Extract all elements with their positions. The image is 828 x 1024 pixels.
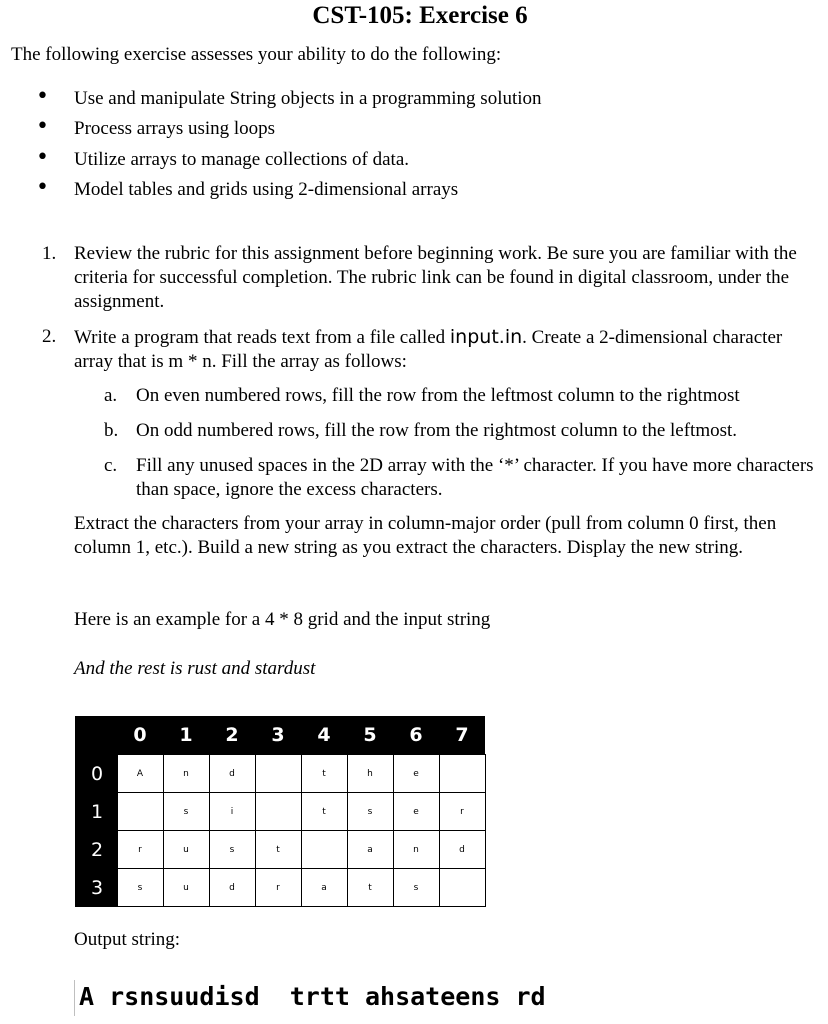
grid-cell: e <box>393 793 439 831</box>
page-title: CST-105: Exercise 6 <box>312 2 528 29</box>
example-input: And the rest is rust and stardust <box>74 658 316 679</box>
table-row <box>75 869 485 907</box>
bullet-icon: • <box>36 84 49 109</box>
grid-cell: A <box>117 755 163 793</box>
output-string: A rsnsuudisd trtt ahsateens rd <box>74 980 779 1016</box>
filename: input.in <box>449 326 523 348</box>
grid-cell <box>301 831 347 869</box>
grid-cell: u <box>163 869 209 907</box>
grid-cell: d <box>439 831 485 869</box>
grid-cell: h <box>347 755 393 793</box>
table-row <box>75 793 485 831</box>
grid-cell: n <box>163 755 209 793</box>
column-header: 0 <box>117 716 163 755</box>
grid-cell <box>117 793 163 831</box>
grid-cell: n <box>393 831 439 869</box>
list-item: • Use and manipulate String objects in a programming solution <box>36 84 542 109</box>
grid-cell: i <box>209 793 255 831</box>
column-header: 6 <box>393 716 439 755</box>
grid-cell: s <box>117 869 163 907</box>
grid-cell: a <box>301 869 347 907</box>
table-row <box>75 755 485 793</box>
grid-cell: t <box>255 831 301 869</box>
column-header: 2 <box>209 716 255 755</box>
extract-instructions: Extract the characters from your array in column-major order (pull from column 0 first, then column 1, etc.). Build a new string as you extract the characters. Display the new string. <box>74 513 777 558</box>
grid-cell: d <box>209 869 255 907</box>
row-header: 2 <box>75 831 117 869</box>
bullet-icon: • <box>36 145 49 170</box>
column-header: 3 <box>255 716 301 755</box>
grid-cell: s <box>347 793 393 831</box>
bullet-icon: • <box>36 175 49 200</box>
table-row <box>75 831 485 869</box>
list-item: • Utilize arrays to manage collections of data. <box>36 145 410 170</box>
column-header: 4 <box>301 716 347 755</box>
column-header: 1 <box>163 716 209 755</box>
grid-cell <box>439 869 485 907</box>
example-intro: Here is an example for a 4 * 8 grid and the input string <box>74 609 491 630</box>
grid-cell: r <box>117 831 163 869</box>
grid-cell: t <box>301 755 347 793</box>
grid-cell: r <box>255 869 301 907</box>
list-item: • Process arrays using loops <box>36 114 276 139</box>
grid-header-row <box>75 716 485 755</box>
column-header: 7 <box>439 716 485 755</box>
grid-cell <box>255 755 301 793</box>
intro-text: The following exercise assesses your ability to do the following: <box>11 44 502 65</box>
row-header: 3 <box>75 869 117 907</box>
grid-cell: s <box>209 831 255 869</box>
row-header: 0 <box>75 755 117 793</box>
row-header: 1 <box>75 793 117 831</box>
output-label: Output string: <box>74 929 181 950</box>
grid-cell: e <box>393 755 439 793</box>
grid-cell <box>439 755 485 793</box>
grid-cell: t <box>301 793 347 831</box>
grid-corner <box>75 716 117 755</box>
grid-cell: a <box>347 831 393 869</box>
grid-cell: s <box>163 793 209 831</box>
list-item: • Model tables and grids using 2-dimensional arrays <box>36 175 459 200</box>
grid-cell <box>255 793 301 831</box>
grid-cell: r <box>439 793 485 831</box>
example-grid <box>75 716 486 907</box>
grid-cell: u <box>163 831 209 869</box>
grid-cell: d <box>209 755 255 793</box>
column-header: 5 <box>347 716 393 755</box>
grid-cell: s <box>393 869 439 907</box>
grid-cell: t <box>347 869 393 907</box>
bullet-icon: • <box>36 114 49 139</box>
